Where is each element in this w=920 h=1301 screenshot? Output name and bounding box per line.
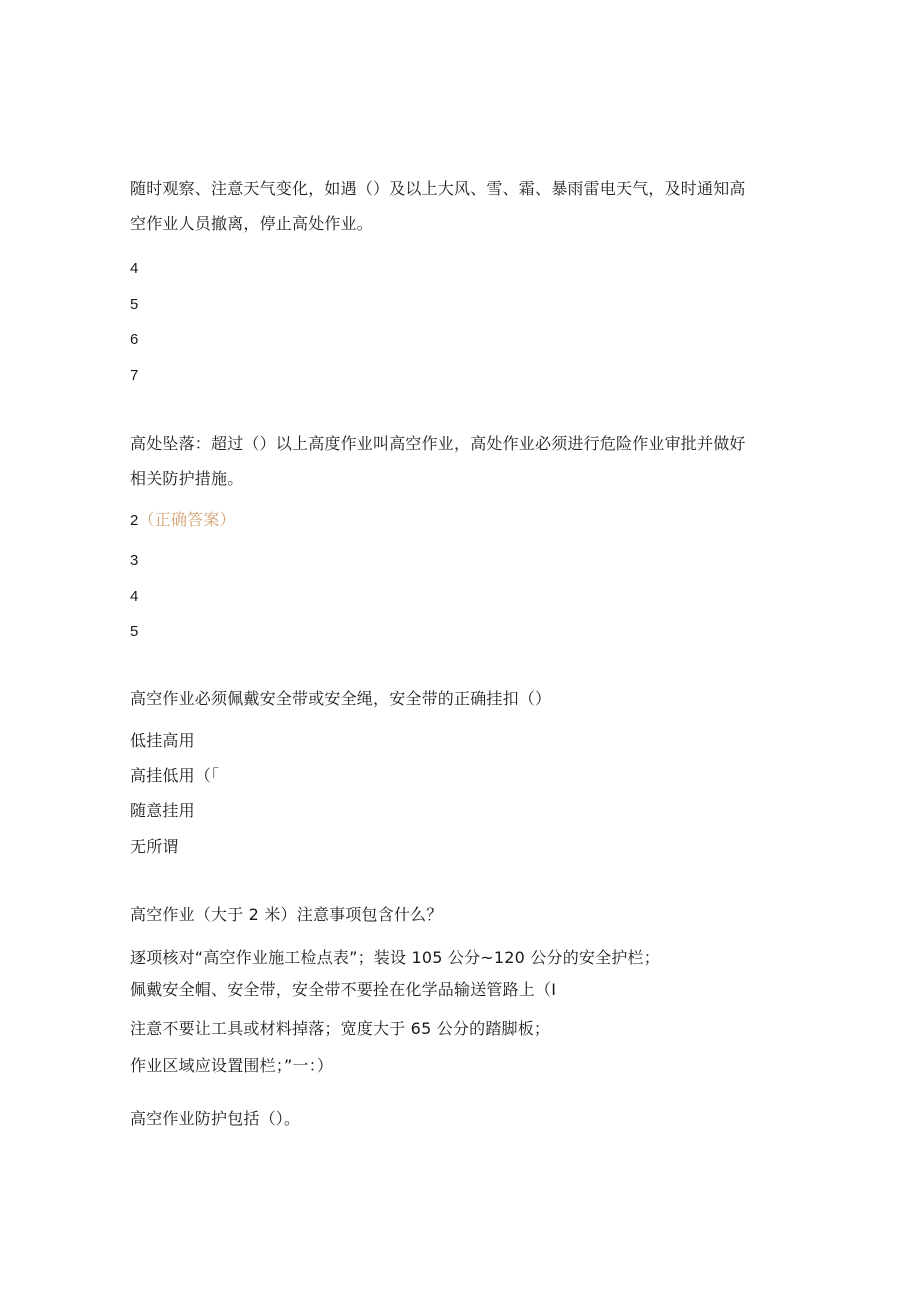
question-2-text-line-1: 高处坠落：超过（）以上高度作业叫高空作业，高处作业必须进行危险作业审批并做好 [130,434,746,453]
question-4-option-4: 作业区域应设置围栏；”一：） [130,1056,334,1075]
question-4-option-3: 注意不要让工具或材料掉落；宽度大于 65 公分的踏脚板； [130,1019,551,1038]
question-1-option-4: 7 [130,367,139,384]
question-2-option-2: 3 [130,552,139,569]
question-4-text-line-1: 高空作业（大于 2 米）注意事项包含什么？ [130,905,443,924]
question-2-option-1-row [130,510,236,531]
question-4-option-1: 逐项核对“高空作业施工检点表”；装设 105 公分~120 公分的安全护栏； [130,948,660,967]
question-3-option-4: 无所谓 [130,837,179,856]
question-3-option-1: 低挂高用 [130,731,195,750]
question-3-option-3: 随意挂用 [130,801,195,820]
question-1-text-line-2: 空作业人员撤离，停止高处作业。 [130,214,374,233]
question-1-option-2: 5 [130,296,139,313]
correct-answer-mark: （正确答案） [138,510,236,529]
question-1-option-1: 4 [130,260,139,277]
question-5-text-line-1: 高空作业防护包括（）。 [130,1109,301,1128]
question-2-option-1: 2 [130,512,139,529]
question-3-text-line-1: 高空作业必须佩戴安全带或安全绳，安全带的正确挂扣（） [130,689,552,708]
question-2-option-4: 5 [130,623,139,640]
question-1-text-line-1: 随时观察、注意天气变化，如遇（）及以上大风、雪、霜、暴雨雷电天气，及时通知高 [130,179,746,198]
question-2-option-3: 4 [130,588,139,605]
question-1-option-3: 6 [130,331,139,348]
question-4-option-2: 佩戴安全帽、安全带，安全带不要拴在化学品输送管路上（I [130,980,557,999]
question-3-option-2: 高挂低用（「 [130,766,220,785]
question-2-text-line-2: 相关防护措施。 [130,469,244,488]
